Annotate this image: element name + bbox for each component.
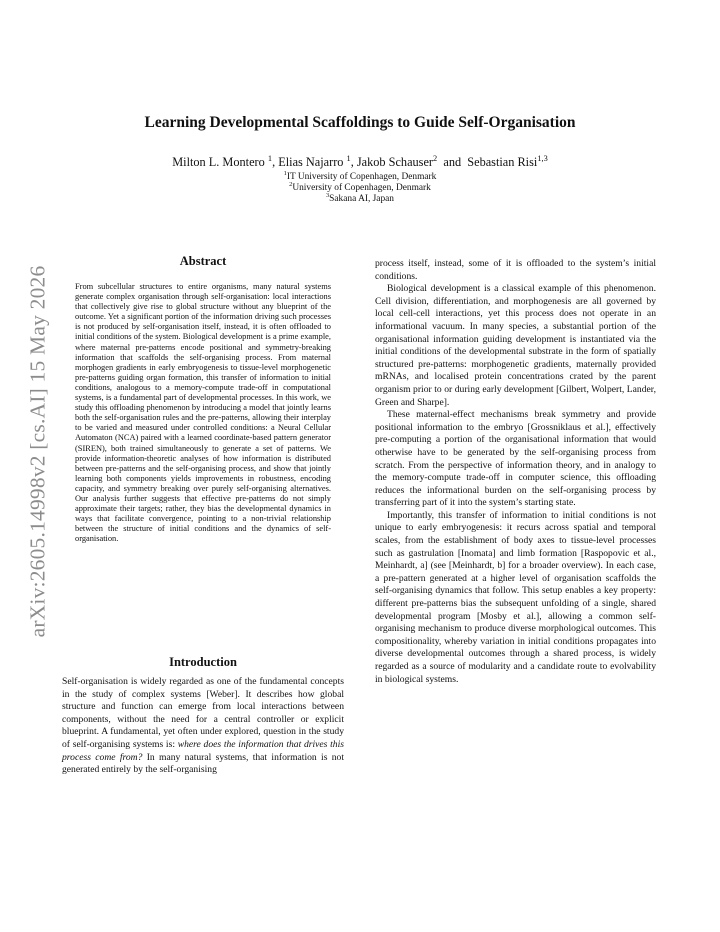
affiliation-line <box>0 194 720 205</box>
affiliation-mark: 2 <box>289 181 293 189</box>
body-paragraph: Biological development is a classical example of this phenomenon. Cell division, differentiation, and morphogenesis are all governed by local cell-cell interactions, yet this process does not operate in an informational vacuum. In many species, a substantial portion of the organisational information guiding development is instantiated via the initial conditions of the developmental substrate in the form of spatially structured pre-patterns: morphogenetic gradients, maternally provided mRNAs, and localised protein concentrations crated by the parent organism prior to or during early development [Gilbert, Wolpert, Lander, Green and Sharpe]. <box>375 283 656 408</box>
author-affiliation-mark: 2 <box>433 153 438 163</box>
abstract-text: From subcellular structures to entire organisms, many natural systems generate complex organisation through self-organisation: local interactions that collectively give rise to global structure without any blueprint of the outcome. Yet a significant portion of the information driving such processes is not produced by self-organisation itself, instead, it is often offloaded to initial conditions of the system. Biological development is a prime example, where maternal pre-patterns encode positional and symmetry-breaking information that scaffolds the self-organising process. From maternal morphogen gradients in early embryogenesis to tissue-level morphogenetic pre-patterns guiding organ formation, this transfer of information to initial conditions, analogous to a memory-compute trade-off in computational systems, is a fundamental part of developmental processes. In this work, we study this offloading phenomenon by introducing a model that jointly learns both the self-organisation rules and the pre-patterns, allowing their interplay to be varied and measured under controlled conditions: a Neural Cellular Automaton (NCA) paired with a learned coordinate-based pattern generator (SIREN), both trained simultaneously to generate a set of patterns. We provide information-theoretic analyses of how information is distributed between pre-patterns and the self-organising process, and show that jointly learning both components yields improvements in robustness, encoding capacity, and symmetry breaking over purely self-organising alternatives. Our analysis further suggests that effective pre-patterns do not simply approximate their targets; rather, they bias the developmental dynamics in ways that facilitate convergence, pointing to a non-trivial relationship between the structure of initial conditions and the dynamics of self-organisation. <box>75 282 331 544</box>
introduction-paragraph <box>62 676 344 777</box>
body-paragraph-continued: process itself, instead, some of it is offloaded to the system’s initial conditions. <box>375 258 656 282</box>
introduction-text-continued: In many natural systems, that information is not generated entirely by the self-organising <box>62 751 345 776</box>
author-name: Milton L. Montero <box>172 155 265 169</box>
author-name: Elias Najarro <box>278 155 344 169</box>
paper-title: Learning Developmental Scaffoldings to Guide Self-Organisation <box>144 114 576 131</box>
body-paragraph: These maternal-effect mechanisms break symmetry and provide positional information to the embryo [Grossniklaus et al.], effectively pre-computing a portion of the organisational information that would otherwise have to be generated by the self-organising process from scratch. From the perspective of information theory, and in analogy to the memory-compute trade-off in computer science, this offloading reduces the informational burden on the self-organising process by transferring part of it into the system’s starting state. <box>375 409 656 509</box>
introduction-text: Self-organisation is widely regarded as one of the fundamental concepts in the study of complex systems [Weber]. It describes how global structure and function can emerge from local interactions between components, without the need for a central controller or explicit blueprint. A fundamental, yet often under explored, question in the study of self-organising systems is: <box>62 676 344 750</box>
author-affiliation-mark: 1 <box>267 153 273 163</box>
affiliation-line <box>0 169 720 183</box>
introduction-section <box>62 676 344 777</box>
affiliation-mark: 1 <box>283 169 287 177</box>
affiliation-text: IT University of Copenhagen, Denmark <box>286 172 437 182</box>
author-affiliation-mark: 1 <box>346 153 351 163</box>
affiliation-mark: 3 <box>325 192 330 200</box>
author-list: Milton L. Montero $^1$, Elias Najarro $^1$, Jakob Schauser$^2$ and Sebastian Risi$^{1,3}$ <box>172 153 548 169</box>
affiliation-text: Sakana AI, Japan <box>329 194 394 205</box>
right-column <box>375 258 656 686</box>
affiliation-list <box>0 169 720 206</box>
affiliation-line <box>0 183 720 194</box>
author-affiliation-mark: 1,3 <box>537 153 548 163</box>
author-name: Jakob Schauser <box>356 155 434 169</box>
arxiv-identifier-stamp <box>18 255 58 647</box>
body-paragraph: Importantly, this transfer of information to initial conditions is not unique to early embryogenesis: it recurs across spatial and temporal scales, from the establishment of body axes to tissue-level processes such as gastrulation [Inomata] and limb formation [Raspopovic et al., Meinhardt, a] (see [Meinhardt, b] for a broader overview). In each case, a pre-pattern generated at a higher level of organisation scaffolds the self-organising dynamics that follow. This setup enables a key property: different pre-patterns bias the subsequent unfolding of a single, shared developmental program [Mosby et al.], allowing a common self-organising mechanism to produce diverse morphological outcomes. This compositionality, whereby variation in initial conditions propagates into diverse developmental outcomes through a shared process, is widely regarded as a source of modularity and a candidate route to evolvability in biological systems. <box>375 509 656 685</box>
introduction-question: where does the information that drives this process come from? <box>62 738 344 763</box>
author-conjunction: and <box>443 155 462 169</box>
arxiv-identifier-text: arXiv:2605.14998v2 [cs.AI] 15 May 2026 <box>25 265 50 637</box>
introduction-heading: Introduction <box>169 655 237 669</box>
abstract-heading: Abstract <box>179 254 227 268</box>
affiliation-text: University of Copenhagen, Denmark <box>292 183 431 194</box>
author-name: Sebastian Risi <box>467 155 538 169</box>
